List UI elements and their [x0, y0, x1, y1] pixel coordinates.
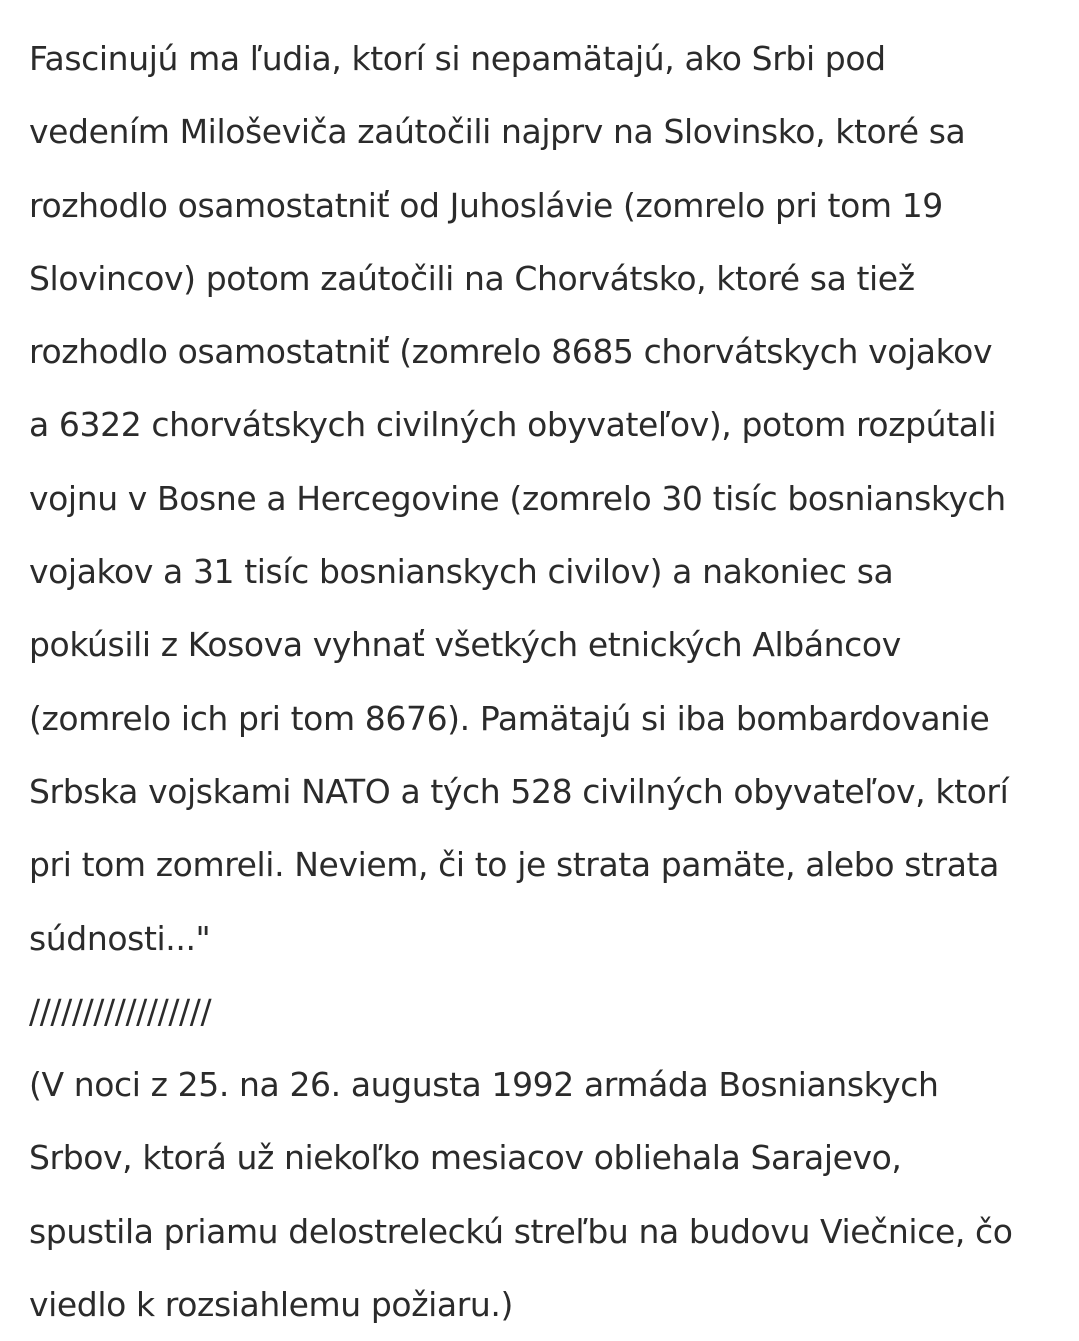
- article-text: [29, 22, 1059, 1341]
- text-line: rozhodlo osamostatniť (zomrelo 8685 chorvátskych vojakov: [29, 332, 993, 372]
- text-line: rozhodlo osamostatniť od Juhoslávie (zomrelo pri tom 19: [29, 185, 943, 225]
- text-line: Slovincov) potom zaútočili na Chorvátsko, ktoré sa tiež: [29, 258, 915, 298]
- text-line: viedlo k rozsiahlemu požiaru.): [29, 1285, 513, 1325]
- text-line: vojakov a 31 tisíc bosnianskych civilov) a nakoniec sa: [29, 552, 894, 592]
- section-divider: /////////////////: [29, 991, 212, 1031]
- text-line: vedením Miloševiča zaútočili najprv na Slovinsko, ktoré sa: [29, 112, 966, 152]
- text-line: vojnu v Bosne a Hercegovine (zomrelo 30 tisíc bosnianskych: [29, 478, 1006, 518]
- text-line: pokúsili z Kosova vyhnať všetkých etnických Albáncov: [29, 625, 901, 665]
- text-line: Fascinujú ma ľudia, ktorí si nepamätajú, ako Srbi pod: [29, 39, 886, 78]
- text-line: pri tom zomreli. Neviem, či to je strata pamäte, alebo strata: [29, 845, 999, 885]
- text-line: Srbov, ktorá už niekoľko mesiacov obliehala Sarajevo,: [29, 1138, 902, 1178]
- text-line: súdnosti...": [29, 918, 211, 958]
- text-line: (V noci z 25. na 26. augusta 1992 armáda Bosnianskych: [29, 1065, 939, 1105]
- text-line: Srbska vojskami NATO a tých 528 civilných obyvateľov, ktorí: [29, 771, 1009, 811]
- text-line: a 6322 chorvátskych civilných obyvateľov), potom rozpútali: [29, 405, 997, 445]
- text-line: spustila priamu delostreleckú streľbu na budovu Viečnice, čo: [29, 1211, 1013, 1251]
- text-line: (zomrelo ich pri tom 8676). Pamätajú si iba bombardovanie: [29, 698, 990, 738]
